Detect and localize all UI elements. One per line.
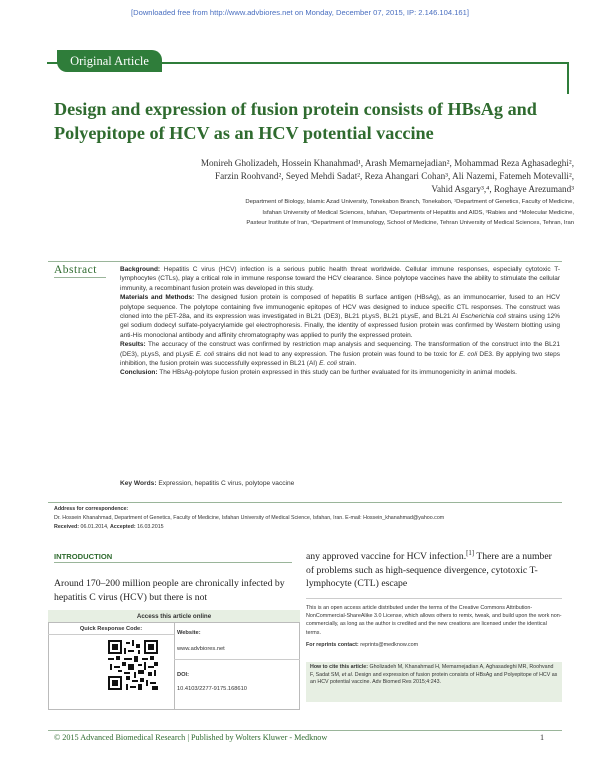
license-text: This is an open access article distributed under the terms of the Creative Commons Attribution-NonCommercial-ShareAlike 3.0 License, which allows others to remix, tweak, and build upon the work non-commercially, as long as the author is credited and the new creations are licensed under the identical terms. [306,605,562,636]
results-text: strain. [336,360,357,368]
footer-rule [48,730,562,731]
conclusion-text: The HBsAg-polytope fusion protein expressed in this study can be further evaluated for its immunogenicity in animal models. [159,369,517,377]
reprints-label: For reprints contact: [306,642,359,648]
author-line: Farzin Roohvand², Seyed Mehdi Sadat², Reza Ahangari Cohan³, Ali Nazemi, Fatemeh Motevalli², [214,171,574,181]
header-corner-rule [567,62,569,94]
abstract-conclusion [120,368,560,377]
how-to-cite [306,662,562,702]
reprints-email[interactable]: reprints@medknow.com [360,642,419,648]
introduction-text-b: There are a number of problems such as high-sequence divergence, cytotoxic T-lymphocyte (CTL) escape [306,551,552,589]
doi-label: DOI: [177,672,190,678]
methods-species: Escherichia coli [460,313,506,321]
affiliation-line: Pasteur Institute of Iran, ⁴Department of Immunology, School of Medicine, Tehran University of Medical Sciences, Tehran, Iran [246,220,574,226]
abstract-label: Abstract [54,264,97,276]
author-list [60,157,574,196]
author-line: Vahid Asgary³,⁴, Roghaye Arezumand³ [431,184,574,194]
methods-text: strains using 12% gel sodium dodecyl sulfate-polyacrylamide gel electrophoresis. Finally, the identity of expressed fusion protein was confirmed by Western blotting using anti-His monoclonal antibody and affinity chromatography was applied to purify the expressed protein. [120,313,560,339]
cite-label: How to cite this article: [310,664,368,670]
accepted-date: 16.03.2015 [137,524,164,530]
page-number: 1 [540,733,545,742]
results-text: DE3. By applying two steps inhibition, the fusion protein was successfully expressed in BL21 (AI) [120,350,561,368]
dates [54,523,564,532]
introduction-text: Around 170–200 million people are chronically infected by hepatitis C virus (HCV) but there is not [54,578,285,603]
reference-marker[interactable]: [1] [466,549,475,557]
results-species: E. coli [319,360,337,368]
results-species: E. coli [459,350,478,358]
affiliations [60,197,574,229]
download-notice[interactable]: [Downloaded free from http://www.advbiores.net on Monday, December 07, 2015, IP: 2.146.104.161] [131,8,469,17]
introduction-text-a: any approved vaccine for HCV infection. [306,551,467,562]
results-label: Results: [120,341,146,349]
access-heading: Access this article online [48,610,300,623]
correspondence-label: Address for correspondence: [54,506,129,512]
access-separator [174,659,300,660]
license-rule [306,598,562,599]
introduction-rule [54,562,292,563]
accepted-label: Accepted: [109,524,136,530]
abstract-body [120,265,560,378]
methods-text: The designed fusion protein is composed of hepatitis B surface antigen (HBsAg), as an immunocarrier, fused to an HCV polytope sequence. The polytope containing five immunogenic epitopes of HCV was designed to induce specific CTL responses. The construct was cloned into the pET-28a, and its expression was investigated in BL21 (DE3), BL21 pLysS, BL21 pLysE, and BL21 AI [120,294,560,321]
website-label: Website: [177,630,201,636]
abstract-label-rule [54,277,106,278]
introduction-continued [306,550,562,591]
abstract-background [120,265,560,293]
background-label: Background: [120,266,161,273]
results-text: strains did not lead to any expression. The fusion protein was found to be toxic for [213,350,460,358]
qr-label: Quick Response Code: [48,623,174,635]
cite-text: Gholizadeh M, Khanahmad H, Memarnejadian A, Aghasadeghi MR, Roohvand F, Sadat SM, [310,664,554,678]
section-tag: Original Article [57,50,162,72]
background-text: Hepatitis C virus (HCV) infection is a serious public health threat worldwide. Cellular immune responses, especially cytotoxic T-lymphocytes (CTLs), play a critical role in immune response toward the HCV clearance. Since polytope vaccines have the ability to stimulate the cellular immunity, a recombinant fusion protein was developed in this study. [120,266,561,292]
results-species: E. coli [195,350,214,358]
website-link[interactable]: www.advbiores.net [177,646,225,652]
qr-code-icon[interactable] [108,640,158,690]
footer-text: © 2015 Advanced Biomedical Research | Published by Wolters Kluwer - Medknow [54,733,328,742]
methods-label: Materials and Methods: [120,294,195,302]
received-date: 06.01.2014, [80,524,109,530]
affiliation-line: Department of Biology, Islamic Azad University, Tonekabon Branch, Tonekabon, ¹Department of Genetics, Faculty of Medicine, [245,199,574,205]
affiliation-line: Isfahan University of Medical Sciences, Isfahan, ²Departments of Hepatitis and AIDS, ³Rabies and ⁴Molecular Medicine, [262,209,574,216]
abstract-results [120,340,560,368]
doi-value[interactable]: 10.4103/2277-9175.168610 [177,686,247,692]
correspondence [54,505,564,532]
cite-text: Design and expression of fusion protein consists of HBsAg and Polyepitope of HCV as an HCV potential vaccine. Adv Biomed Res 2015;4:243. [310,671,558,686]
correspondence-text: Dr. Hossein Khanahmad, Department of Genetics, Faculty of Medicine, Isfahan University of Medical Science, Isfahan, Iran. E-mail: Hossein_khanahmad@yahoo.com [54,515,445,521]
results-text: The accuracy of the construct was confirmed by restriction map analysis and sequencing. The transformation of the construct into the BL21 (DE3), pLysS, and pLysE [120,341,560,358]
abstract-methods [120,293,560,340]
reprints [306,642,562,648]
introduction-heading: INTRODUCTION [54,552,113,561]
keywords [120,480,560,487]
access-divider [174,623,175,710]
article-title: Design and expression of fusion protein consists of HBsAg and Polyepitope of HCV as an HCV potential vaccine [54,99,537,143]
cite-et-al: et al. [341,671,354,678]
keywords-value: Expression, hepatitis C virus, polytope vaccine [158,480,295,487]
author-line: Monireh Gholizadeh, Hossein Khanahmad¹, Arash Memarnejadian², Mohammad Reza Aghasadeghi², [200,158,574,168]
received-label: Received: [54,524,80,530]
conclusion-label: Conclusion: [120,369,158,377]
keywords-label: Key Words: [120,480,157,487]
